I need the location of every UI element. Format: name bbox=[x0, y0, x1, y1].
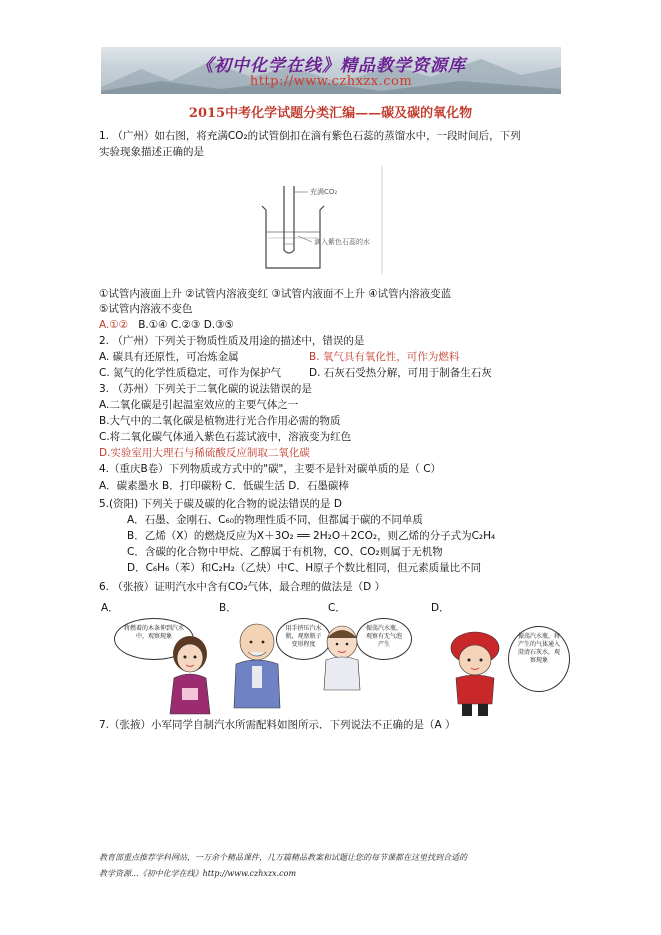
header-banner bbox=[101, 47, 561, 94]
old-man-character-icon bbox=[228, 620, 286, 710]
q2-option-d: D. 石灰石受热分解，可用于制备生石灰 bbox=[309, 367, 492, 379]
q3-option-d: D.实验室用大理石与稀硫酸反应制取二氧化碳 bbox=[99, 447, 310, 459]
q3-option-a: A.二氧化碳是引起温室效应的主要气体之一 bbox=[99, 399, 299, 411]
footer-line2: 教学资源...《初中化学在线》http://www.czhxzx.com bbox=[99, 869, 297, 878]
banner-title: 《初中化学在线》精品教学资源库 bbox=[196, 56, 466, 76]
q1-answer-a: A.①② bbox=[99, 319, 129, 331]
q3-option-b: B.大气中的二氧化碳是植物进行光合作用必需的物质 bbox=[99, 415, 341, 427]
q2-option-b: B. 氧气具有氧化性，可作为燃料 bbox=[309, 351, 460, 363]
q4-stem: 4.（重庆B卷）下列物质或方式中的"碳"，主要不是针对碳单质的是（ C） bbox=[99, 463, 442, 475]
q2-option-c: C. 氮气的化学性质稳定，可作为保护气 bbox=[99, 367, 282, 379]
q1-figure-label-co2: 充满CO₂ bbox=[310, 188, 338, 196]
q3-stem: 3. （苏州）下列关于二氧化碳的说法错误的是 bbox=[99, 383, 312, 395]
page-title: 2015中考化学试题分类汇编——碳及碳的氧化物 bbox=[188, 106, 473, 121]
q5-stem: 5.(资阳) 下列关于碳及碳的化合物的说法错误的是 D bbox=[99, 498, 342, 510]
q1-options-line2: ⑤试管内溶液不变色 bbox=[99, 303, 193, 315]
q6-label-c: C． bbox=[328, 602, 346, 614]
q6-label-b: B． bbox=[219, 602, 237, 614]
q6-label-a: A． bbox=[101, 602, 119, 614]
q2-option-a: A. 碳具有还原性，可冶炼金属 bbox=[99, 351, 239, 363]
q6-stem: 6. （张掖）证明汽水中含有CO₂气体，最合理的做法是（D ） bbox=[99, 581, 386, 593]
q5-option-c: C．含碳的化合物中甲烷、乙醇属于有机物，CO、CO₂则属于无机物 bbox=[127, 546, 443, 558]
q6-speech-bubble-a: 将燃着的木条伸到汽水中，观察现象 bbox=[114, 618, 194, 660]
q2-stem: 2. （广州）下列关于物质性质及用途的描述中，错误的是 bbox=[99, 335, 365, 347]
q6-label-d: D． bbox=[431, 602, 450, 614]
red-hat-character-icon bbox=[444, 628, 506, 718]
q5-option-d: D．C₆H₆（苯）和C₂H₂（乙炔）中C、H原子个数比相同，但元素质量比不同 bbox=[127, 562, 482, 574]
q1-answer-rest: B.①④ C.②③ D.③⑤ bbox=[138, 319, 234, 331]
footer-line1: 教育部重点推荐学科网站，一万余个精品课件，几万篇精品教案和试题让您的每节课都在这里找到合适的 bbox=[99, 853, 467, 862]
q1-beaker-figure bbox=[258, 166, 383, 274]
q6-speech-bubble-b: 用手挤压汽水瓶，观察瓶子变形程度 bbox=[276, 618, 331, 660]
q7-stem: 7.（张掖）小军同学自制汽水所需配料如图所示．下列说法不正确的是（A ） bbox=[99, 719, 456, 731]
q1-answer-line bbox=[99, 318, 234, 332]
q4-options: A．碳素墨水 B．打印碳粉 C．低碳生活 D．石墨碳棒 bbox=[99, 480, 349, 492]
beaker-test-tube-icon bbox=[258, 166, 383, 274]
q1-figure-label-water: 滴入紫色石蕊的水 bbox=[314, 238, 370, 246]
q6-speech-bubble-d: 振荡汽水瓶，将产生的气体通入澄清石灰水，观察现象 bbox=[508, 626, 570, 692]
boy-character-icon bbox=[318, 622, 366, 692]
q1-options-line1: ①试管内液面上升 ②试管内溶液变红 ③试管内液面不上升 ④试管内溶液变蓝 bbox=[99, 288, 452, 300]
q5-option-b: B．乙烯（X）的燃烧反应为X＋3O₂ ══ 2H₂O＋2CO₂，则乙烯的分子式为C₂H₄ bbox=[127, 530, 496, 542]
q1-stem-line2: 实验现象描述正确的是 bbox=[99, 146, 204, 158]
q6-speech-bubble-c: 振荡汽水瓶，观察有无气泡产生 bbox=[356, 618, 412, 660]
q1-stem-line1: 1. （广州）如右图，将充满CO₂的试管倒扣在滴有紫色石蕊的蒸馏水中，一段时间后，下列 bbox=[99, 130, 521, 142]
girl-character-icon bbox=[160, 632, 220, 717]
banner-url[interactable]: http://www.czhxzx.com bbox=[249, 74, 413, 89]
q5-option-a: A．石墨、金刚石、C₆₀的物理性质不同，但都属于碳的不同单质 bbox=[127, 514, 423, 526]
q3-option-c: C.将二氧化碳气体通入紫色石蕊试液中，溶液变为红色 bbox=[99, 431, 352, 443]
